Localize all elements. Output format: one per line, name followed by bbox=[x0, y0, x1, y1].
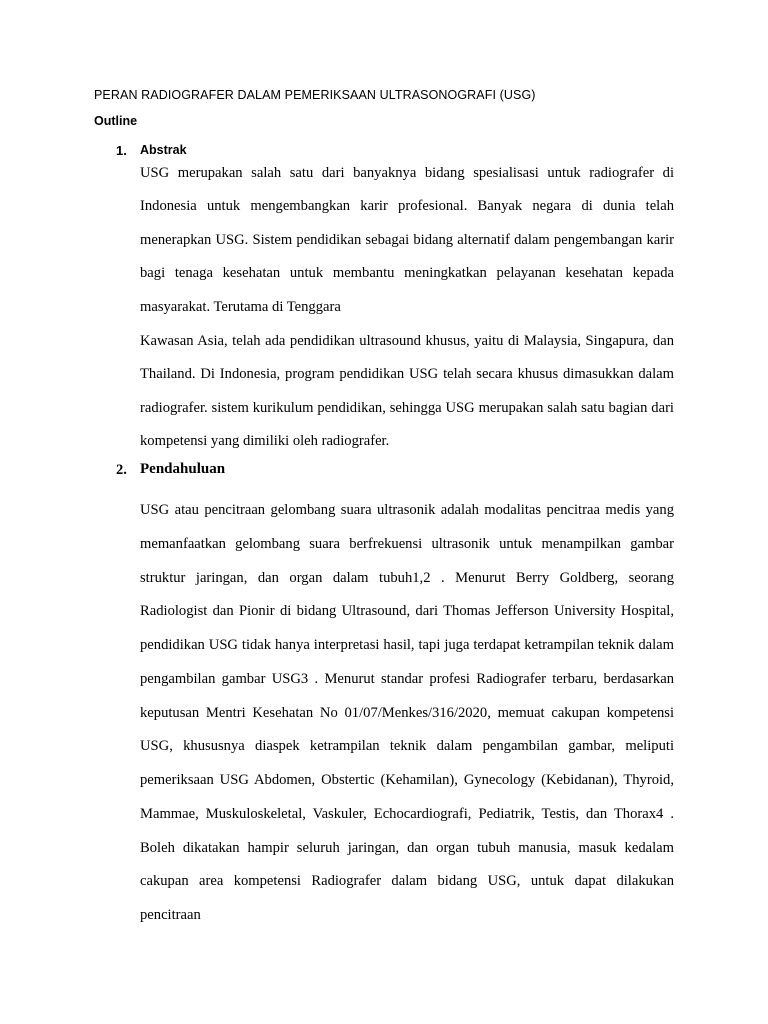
outline-label: Outline bbox=[94, 114, 138, 128]
pendahuluan-paragraph-1: USG atau pencitraan gelombang suara ultrasonik adalah modalitas pencitraa medis yang memanfaatkan gelombang suara berfrekuensi ultrasonik untuk menampilkan gambar struktur jaringan, dan organ dalam tubuh1,2 . Menurut Berry Goldberg, seorang Radiologist dan Pionir di bidang Ultrasound, dari Thomas Jefferson University Hospital, pendidikan USG tidak hanya interpretasi hasil, tapi juga terdapat ketrampilan teknik dalam pengambilan gambar USG3 . Menurut standar profesi Radiografer terbaru, berdasarkan keputusan Mentri Kesehatan No 01/07/Menkes/316/2020, memuat cakupan kompetensi USG, khususnya diaspek ketrampilan teknik dalam pengambilan gambar, meliputi pemeriksaan USG Abdomen, Obstertic (Kehamilan), Gynecology (Kebidanan), Thyroid, Mammae, Muskuloskeletal, Vaskuler, Echocardiografi, Pediatrik, Testis, dan Thorax4 . Boleh dikatakan hampir seluruh jaringan, dan organ tubuh manusia, masuk kedalam cakupan area kompetensi Radiografer dalam bidang USG, untuk dapat dilakukan pencitraan bbox=[140, 502, 674, 923]
abstrak-paragraph-2: Kawasan Asia, telah ada pendidikan ultrasound khusus, yaitu di Malaysia, Singapura, dan Thailand. Di Indonesia, program pendidikan USG telah secara khusus dimasukkan dalam radiografer. sistem kurikulum pendidikan, sehingga USG merupakan salah satu bagian dari kompetensi yang dimiliki oleh radiografer. bbox=[140, 333, 674, 450]
document-title: PERAN RADIOGRAFER DALAM PEMERIKSAAN ULTRASONOGRAFI (USG) bbox=[94, 88, 536, 102]
section-heading-abstrak: Abstrak bbox=[140, 143, 187, 157]
section-heading-pendahuluan: Pendahuluan bbox=[140, 461, 226, 477]
section-number-abstrak: 1. bbox=[116, 143, 127, 158]
section-number-pendahuluan: 2. bbox=[116, 462, 127, 478]
abstrak-paragraph-1: USG merupakan salah satu dari banyaknya bidang spesialisasi untuk radiografer di Indonesia untuk mengembangkan karir profesional. Banyak negara di dunia telah menerapkan USG. Sistem pendidikan sebagai bidang alternatif dalam pengembangan karir bagi tenaga kesehatan untuk membantu meningkatkan pelayanan kesehatan kepada masyarakat. Terutama di Tenggara bbox=[140, 165, 674, 315]
